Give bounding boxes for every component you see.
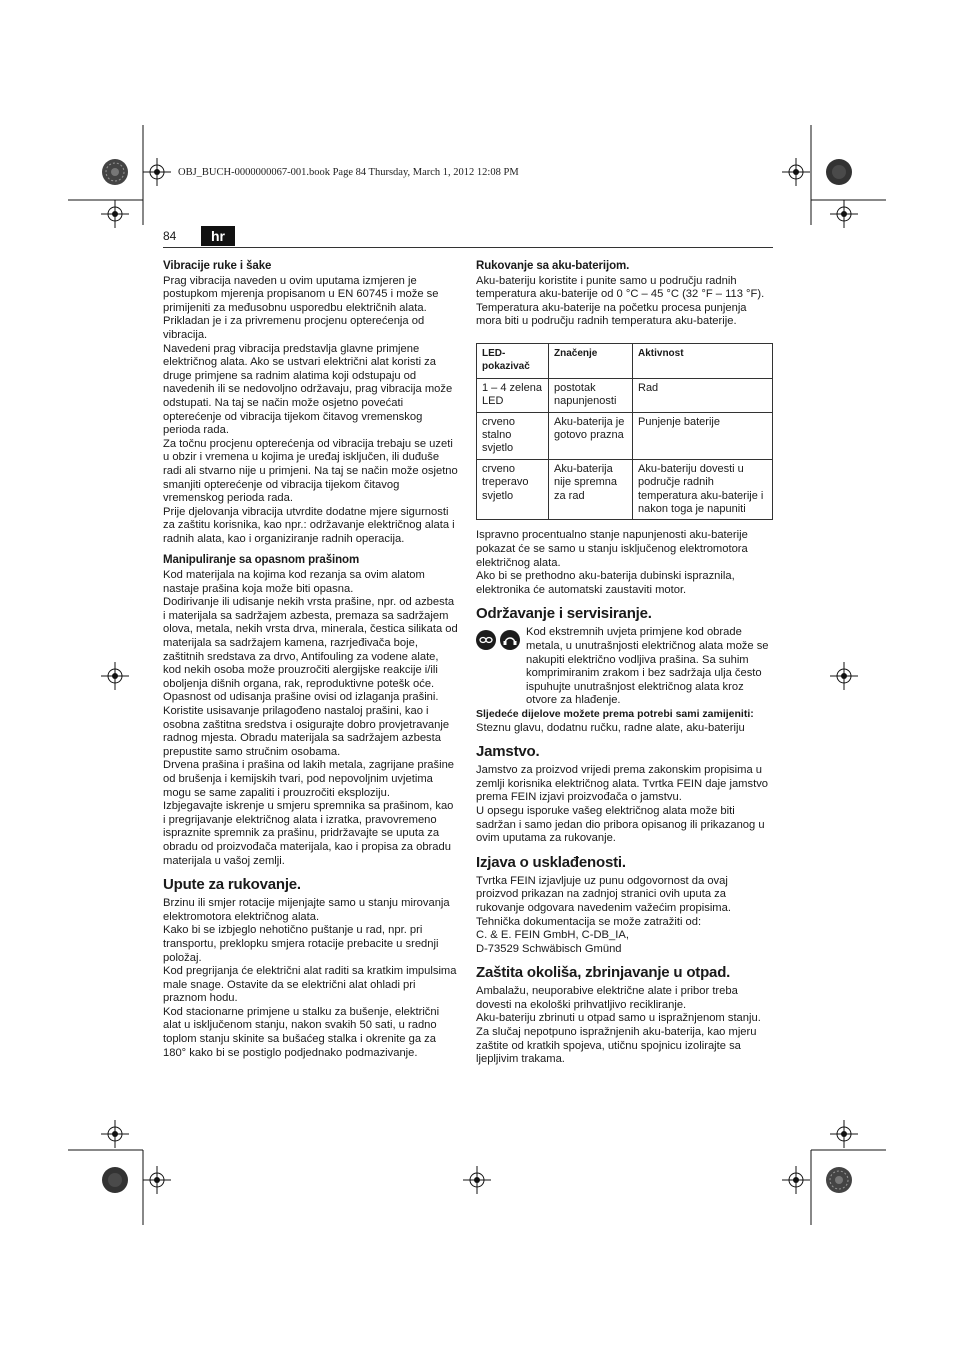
conformity-address: D-73529 Schwäbisch Gmünd — [476, 942, 622, 955]
registration-mark-icon — [463, 1166, 491, 1194]
environment-heading: Zaštita okoliša, zbrinjavanje u otpad. — [476, 964, 731, 982]
conformity-heading: Izjava o usklađenosti. — [476, 853, 626, 871]
registration-mark-icon — [143, 1166, 171, 1194]
vibration-paragraph: Prije djelovanja vibracija utvrdite dodatne mjere sigurnosti za zaštitu korisnika, kao npr.: održavanje električnog alata i radnih alata, kao i organiziranje radnih operacija. — [163, 505, 455, 545]
registration-mark-icon — [101, 200, 129, 228]
color-wheel-icon — [101, 1166, 129, 1194]
right-column — [476, 258, 773, 1067]
environment-paragraph: Ambalažu, neuporabive električne alate i pribor treba dovesti na ekološki prihvatljivo recikliranje. — [476, 985, 738, 1011]
dust-heading: Manipuliranje sa opasnom prašinom — [163, 554, 360, 567]
vibration-heading: Vibracije ruke i šake — [163, 260, 272, 272]
maintenance-block — [476, 626, 773, 708]
conformity-paragraph: Tvrtka FEIN izjavljuje uz punu odgovornost da ovaj proizvod prikazan na zadnjoj stranici ovih uputa za rukovanje odgovara navedenim važećim propisima. — [476, 874, 731, 914]
dust-paragraph: Drvena prašina i prašina od lakih metala, zagrijane prašine od brušenja i kemijskih tvari, pod nepovoljnim uvjetima mogu se same zapaliti i prouzročiti eksploziju. — [163, 759, 455, 799]
ear-protection-icon — [500, 630, 520, 650]
vibration-paragraph: Prag vibracija naveden u ovim uputama izmjeren je postupkom mjerenja propisanom u EN 60745 i može se primijeniti za međusobnu usporedbu električnih alata. Prikladan je i za privremenu procjenu opterećenja od vibracija. — [163, 274, 439, 341]
registration-mark-icon — [830, 1120, 858, 1148]
replaceable-parts-list: Steznu glavu, dodatnu ručku, radne alate, aku-bateriju — [476, 721, 745, 734]
battery-note: Ako bi se prethodno aku-baterija dubinski ispraznila, elektronika će automatski zaustaviti motor. — [476, 570, 735, 596]
handling-paragraph: Brzinu ili smjer rotacije mijenjajte samo u stanju mirovanja elektromotora električnog alata. — [163, 897, 450, 923]
led-table — [476, 343, 773, 520]
registration-mark-icon — [101, 1120, 129, 1148]
table-cell: 1 – 4 zelena LED — [477, 378, 549, 412]
safety-goggles-icon — [476, 630, 496, 650]
table-header-row — [477, 343, 773, 378]
table-cell: Aku-baterija je gotovo prazna — [549, 412, 633, 459]
battery-heading: Rukovanje sa aku-baterijom. — [476, 260, 630, 272]
conformity-address: C. & E. FEIN GmbH, C-DB_IA, — [476, 929, 629, 942]
environment-paragraph: Aku-bateriju zbrinuti u otpad samo u ispražnjenom stanju. — [476, 1012, 761, 1025]
dust-paragraph: Kod materijala na kojima kod rezanja sa ovim alatom nastaje prašina koja može biti opasna. — [163, 569, 425, 595]
maintenance-icons — [476, 630, 520, 650]
page-header — [163, 226, 773, 248]
handling-heading: Upute za rukovanje. — [163, 876, 301, 894]
registration-mark-icon — [830, 662, 858, 690]
battery-note: Ispravno procentualno stanje napunjenosti aku-baterije pokazat će se samo u stanju isključenog elektromotora električnog alata. — [476, 529, 748, 569]
dust-paragraph: Izbjegavajte iskrenje u smjeru spremnika sa prašinom, kao i pregrijavanje električnog alata i izratka, pravovremeno ispraznite spremnik za prašinu, pridržavajte se uputa za obradu od proizvođača materijala, kao i propisa za obradu materijala u vašoj zemlji. — [163, 800, 454, 867]
registration-mark-icon — [143, 158, 171, 186]
table-header-cell: Značenje — [549, 343, 633, 378]
page-number: 84 — [163, 229, 177, 243]
color-wheel-icon — [825, 1166, 853, 1194]
handling-paragraph: Kod stacionarne primjene u stalku za bušenje, električni alat u isključenom stanju, nakon svakih 50 sati, u radno toplom stanju skinite sa bušaćeg stalka i okrenite ga za 180° kako bi se postiglo podjednako podmazivanje. — [163, 1005, 440, 1059]
warranty-paragraph: U opsegu isporuke vašeg električnog alata može biti sadržan i samo jedan dio pribora opisanog ili prikazanog u ovim uputama za rukovanje. — [476, 804, 765, 845]
table-row — [477, 412, 773, 459]
table-header-cell: Aktivnost — [633, 343, 773, 378]
maintenance-heading: Održavanje i servisiranje. — [476, 605, 652, 623]
environment-paragraph: Za slučaj nepotpuno ispražnjenih aku-baterija, kao mjeru zaštite od kratkih spojeva, utičnu spojnicu izolirajte sa ljepljivim trakama. — [476, 1026, 757, 1066]
language-badge: hr — [201, 226, 235, 246]
warranty-paragraph: Jamstvo za proizvod vrijedi prema zakonskim propisima u zemlji korisnika električnog alata. Tvrtka FEIN daje jamstvo prema FEIN izjavi proizvođača o jamstvu. — [476, 764, 769, 804]
left-column — [163, 258, 458, 1060]
conformity-paragraph: Tehnička dokumentacija se može zatražiti od: — [476, 915, 702, 928]
handling-paragraph: Kod pregrijanja će električni alat raditi sa kratkim impulsima male snage. Ostavite da se električni alat ohladi pri praznom hodu. — [163, 965, 457, 1005]
table-row — [477, 459, 773, 520]
vibration-paragraph: Navedeni prag vibracija predstavlja glavne primjene električnog alata. Ako se ustvari električni alat koristi za druge primjene sa radnim alatima koji odstupaju od navedenih ili se nedovoljno održavaju, prag vibracija može odstupati. Na taj se način može osjetno povećati opterećenje od vibracija tijekom čitavog vremenskog perioda rada. — [163, 342, 453, 437]
registration-mark-icon — [101, 662, 129, 690]
table-cell: postotak napunjenosti — [549, 378, 633, 412]
table-row — [477, 378, 773, 412]
maintenance-paragraph: Kod ekstremnih uvjeta primjene kod obrade metala, u unutrašnjosti električnog alata može se nakupiti električno vodljiva prašina. Sa suhim komprimiranim zrakom i bez sadržaja ulja često ispuhujte unutrašnjost električnog alata kroz otvore za hlađenje. — [526, 626, 769, 707]
table-cell: Rad — [633, 378, 773, 412]
print-info-line: OBJ_BUCH-0000000067-001.book Page 84 Thursday, March 1, 2012 12:08 PM — [178, 167, 519, 178]
handling-paragraph: Kako bi se izbjeglo nehotično puštanje u rad, npr. pri transportu, preklopku smjera rotacije prebacite u srednji položaj. — [163, 924, 439, 964]
table-cell: Punjenje baterije — [633, 412, 773, 459]
color-wheel-icon — [101, 158, 129, 186]
registration-mark-icon — [830, 200, 858, 228]
table-cell: crveno stalno svjetlo — [477, 412, 549, 459]
replaceable-parts-heading: Sljedeće dijelove možete prema potrebi sami zamijeniti: — [476, 707, 754, 720]
table-cell: Aku-baterija nije spremna za rad — [549, 459, 633, 520]
registration-mark-icon — [782, 158, 810, 186]
color-wheel-icon — [825, 158, 853, 186]
warranty-heading: Jamstvo. — [476, 743, 540, 761]
registration-mark-icon — [782, 1166, 810, 1194]
table-cell: Aku-bateriju dovesti u područje radnih temperatura aku-baterije i nakon toga je napuniti — [633, 459, 773, 520]
table-header-cell: LED-pokazivač — [477, 343, 549, 378]
vibration-paragraph: Za točnu procjenu opterećenja od vibracija trebaju se uzeti u obzir i vremena u kojima je uređaj isključen, ili duđuše radi ali stvarno nije u primjeni. Na taj se način može osjetno smanjiti opterećenje od vibracija tijekom čitavog vremenskog perioda rada. — [163, 437, 458, 505]
dust-paragraph: Dodirivanje ili udisanje nekih vrsta prašine, npr. od azbesta i materijala sa sadržajem azbesta, premaza sa sadržajem olova, metala, nekih vrsta drva, minerala, čestica silikata od materijala sa sadržajem kamena, razrjeđivača boje, zaštitnih sredstava za drvo, Antifouling za vodene alate, kod nekih osoba može prouzročiti alergijske reakcije i/ili oboljenja dišnih organa, rak, reproduktivne potešk oće. Opasnost od udisanja prašine ovisi od izlaganja prašini. Koristite usisavanje prilagođeno nastaloj prašini, kao i osobna zaštitna sredstva i osigurajte dobro provjetravanje radnog mjesta. Obradu materijala sa sadržajem azbesta prepustite samo stručnim osobama. — [163, 596, 458, 758]
battery-paragraph: Aku-bateriju koristite i punite samo u području radnih temperatura aku-baterije od 0 °C – 45 °C (32 °F – 113 °F). Temperatura aku-baterije na početku procesa punjenja mora biti u području radnih temperatura aku-baterije. — [476, 274, 765, 328]
table-cell: crveno treperavo svjetlo — [477, 459, 549, 520]
